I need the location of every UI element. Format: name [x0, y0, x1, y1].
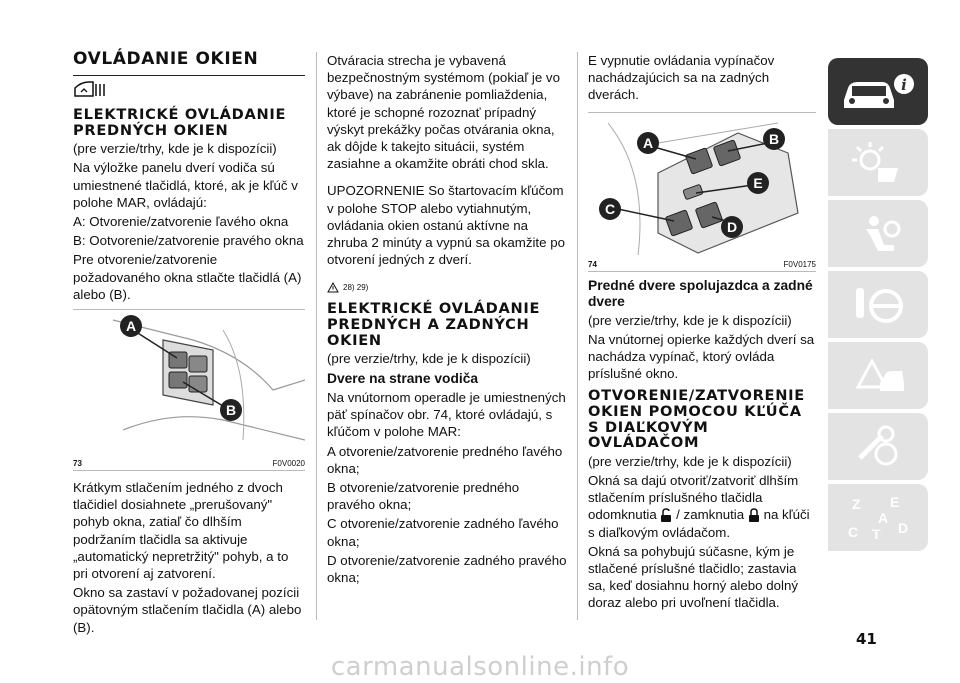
notice-paragraph: UPOZORNENIE So štartovacím kľúčom v polohe STOP alebo vytiahnutým, ovládania okien ostanú aktívne na zhruba 2 minúty a vypnú sa okamžite po otvorení jedných z dverí.	[327, 183, 565, 268]
figure-code: F0V0020	[272, 459, 305, 469]
figure-label-c: C	[604, 200, 616, 217]
paragraph: A otvorenie/zatvorenie predného ľavého okna;	[327, 443, 563, 476]
paragraph: Okno sa zastaví v požadovanej pozícii opätovným stlačením tlačidla (A) alebo (B).	[73, 585, 302, 635]
figure-label-e: E	[753, 174, 763, 191]
paragraph: (pre verzie/trhy, kde je k dispozícii)	[327, 351, 531, 367]
watermark: carmanualsonline.info	[330, 652, 630, 682]
column-divider	[577, 52, 578, 620]
heading-passenger-doors: Predné dvere spolujazdca a zadné dvere	[588, 277, 813, 310]
figure-label-a: A	[642, 134, 654, 151]
paragraph: E vypnutie ovládania vypínačov nachádzajúcich sa na zadných dverách.	[588, 53, 775, 103]
heading-front-rear-windows: ELEKTRICKÉ OVLÁDANIE PREDNÝCH A ZADNÝCH OKIEN	[327, 300, 541, 349]
figure-bottom-rule	[73, 470, 305, 471]
column-1	[73, 50, 305, 638]
paragraph: D otvorenie/zatvorenie zadného pravého okna;	[327, 552, 567, 585]
lock-icon	[748, 508, 760, 523]
figure-code: F0V0175	[783, 259, 816, 269]
figure-number: 74	[588, 259, 597, 269]
paragraph: Otváracia strecha je vybavená bezpečnostným systémom (pokiaľ je vo výbave) na zabránenie pomliaždenia, ktoré je schopné rozoznať prípadný výskyt prekážky počas otvárania okna, ak dôjde k takejto situácii, systém zasiahne a okamžite obráti chod skla.	[327, 53, 560, 172]
paragraph: Okná sa pohybujú súčasne, kým je stlačené príslušné tlačidlo; zastavia sa, keď dosiahnu horný alebo dolný doraz alebo pri uvoľnení tlačidla.	[588, 543, 798, 611]
paragraph: Krátkym stlačením jedného z dvoch tlačidiel dosiahnete „prerušovaný" pohyb okna, zatiaľ čo dlhším podržaním tlačidla sa aktivuje „automatický nepretržitý" pohyb, a to pri otvorení aj zatvorení.	[73, 480, 289, 582]
figure-74	[588, 113, 816, 269]
car-info-icon	[838, 70, 918, 114]
heading-key-remote: OTVORENIE/ZATVORENIE OKIEN POMOCOU KĽÚČA S DIAĽKOVÝM OVLÁDAČOM	[588, 387, 805, 452]
wrench-service-icon	[848, 424, 908, 470]
index-letters-icon	[838, 493, 918, 543]
paragraph: Okná sa dajú otvoriť/zatvoriť dlhším stlačením príslušného tlačidla	[588, 473, 799, 506]
warning-references	[327, 282, 567, 293]
warning-triangle-icon	[848, 353, 908, 399]
chapter-tab-safety[interactable]	[828, 200, 928, 267]
heading-driver-door: Dvere na strane vodiča	[327, 371, 479, 387]
figure-73	[73, 310, 305, 469]
paragraph: s diaľkovým ovládačom.	[588, 524, 731, 540]
svg-text:D: D	[898, 519, 909, 536]
page-number: 41	[856, 630, 877, 648]
inline-text: / zamknutia	[676, 507, 745, 523]
paragraph: Pre otvorenie/zatvorenie požadovaného okna stlačte tlačidlá (A) alebo (B).	[73, 252, 302, 302]
driver-switch-panel-illustration	[588, 113, 816, 255]
paragraph: C otvorenie/zatvorenie zadného ľavého okna;	[327, 516, 559, 549]
svg-text:E: E	[890, 493, 900, 510]
unlock-icon	[660, 508, 672, 523]
chapter-tab-dashboard[interactable]	[828, 129, 928, 196]
column-divider	[316, 52, 317, 620]
inline-text: na kľúči	[763, 507, 810, 523]
paragraph: (pre verzie/trhy, kde je k dispozícii)	[73, 141, 277, 157]
window-symbol-icon	[73, 80, 305, 105]
figure-label-a: A	[125, 318, 137, 335]
key-steering-icon	[848, 282, 908, 328]
paragraph: B otvorenie/zatvorenie predného pravého okna;	[327, 479, 520, 513]
column-2	[327, 52, 567, 588]
paragraph: A: Otvorenie/zatvorenie ľavého okna	[73, 214, 289, 229]
figure-label-d: D	[726, 218, 738, 235]
heading-front-windows: ELEKTRICKÉ OVLÁDANIE PREDNÝCH OKIEN	[73, 106, 287, 139]
paragraph: Na vnútornej opierke každých dverí sa nachádza vypínač, ktorý ovláda príslušné okno.	[588, 331, 815, 382]
figure-bottom-rule	[588, 271, 816, 272]
chapter-sidebar	[828, 58, 928, 555]
chapter-tab-emergency[interactable]	[828, 342, 928, 409]
paragraph: (pre verzie/trhy, kde je k dispozícii)	[588, 453, 792, 469]
paragraph-with-icons	[588, 506, 816, 523]
warning-refs-text: 28) 29)	[343, 283, 369, 293]
svg-text:A: A	[878, 509, 889, 526]
figure-number: 73	[73, 459, 82, 469]
column-3	[588, 52, 816, 614]
chapter-tab-starting[interactable]	[828, 271, 928, 338]
warning-triangle-icon	[327, 282, 339, 293]
svg-text:i: i	[901, 75, 907, 94]
chapter-tab-car-info[interactable]	[828, 58, 928, 125]
svg-text:C: C	[848, 523, 859, 540]
chapter-tab-service[interactable]	[828, 413, 928, 480]
inline-text: odomknutia	[588, 507, 657, 523]
paragraph: Na vnútornom operadle je umiestnených päť spínačov obr. 74, ktoré ovládajú, s kľúčom v polohe MAR:	[327, 389, 566, 440]
section-title: OVLÁDANIE OKIEN	[73, 49, 259, 69]
paragraph: B: Ootvorenie/zatvorenie pravého okna	[73, 233, 304, 249]
door-panel-illustration	[73, 310, 305, 454]
svg-text:Z: Z	[852, 495, 861, 512]
chapter-tab-index[interactable]	[828, 484, 928, 551]
figure-label-b: B	[768, 130, 780, 147]
paragraph: Na výložke panelu dverí vodiča sú umiestnené tlačidlá, ktoré, ak je kľúč v polohe MAR, ovládajú:	[73, 160, 298, 210]
dashboard-lights-icon	[848, 140, 908, 186]
seat-airbag-icon	[848, 211, 908, 257]
title-rule	[73, 75, 305, 76]
paragraph: (pre verzie/trhy, kde je k dispozícii)	[588, 312, 792, 328]
svg-text:T: T	[872, 525, 881, 542]
figure-label-b: B	[225, 402, 237, 419]
